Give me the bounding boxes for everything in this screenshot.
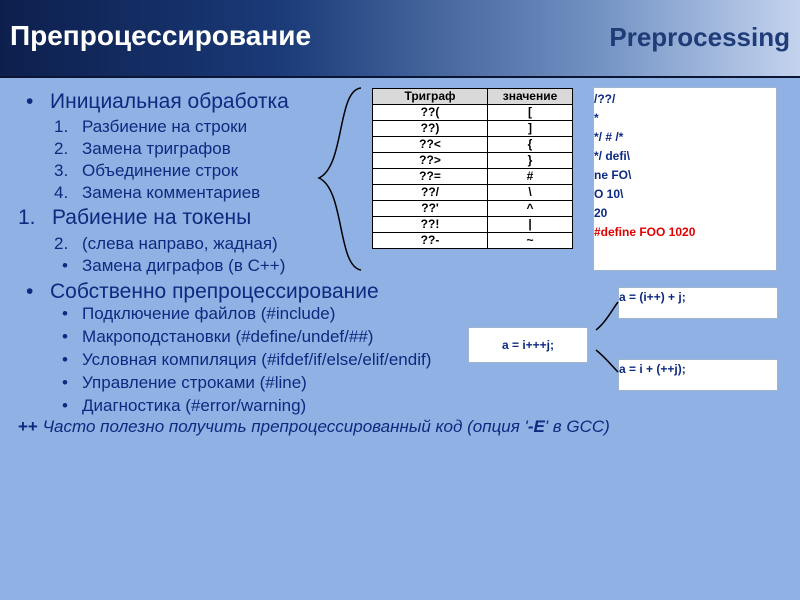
value-cell: # — [488, 169, 573, 185]
list-item-text: Диагностика (#error/warning) — [82, 396, 307, 415]
list-item-text: (слева направо, жадная) — [82, 234, 278, 253]
list-item — [62, 350, 431, 370]
list-item-text: Управление строками (#line) — [82, 373, 307, 392]
table-row — [373, 217, 573, 233]
trigraph-cell: ??- — [373, 233, 488, 249]
value-cell: \ — [488, 185, 573, 201]
value-cell: [ — [488, 105, 573, 121]
list-item-text: Макроподстановки (#define/undef/##) — [82, 327, 374, 346]
list-item — [62, 373, 307, 393]
footnote-option: -E — [527, 417, 545, 436]
list-item-text: Собственно препроцессирование — [50, 280, 379, 303]
list-item — [62, 396, 306, 416]
trigraph-cell: ??< — [373, 137, 488, 153]
list-item — [26, 280, 379, 304]
bullet-marker: • — [62, 327, 68, 346]
footnote-text-end: ' в GCC) — [544, 417, 610, 436]
trigraph-table — [372, 88, 573, 249]
table-row — [373, 153, 573, 169]
code-line: ne FO\ — [594, 168, 632, 182]
slide-title: Препроцессирование — [10, 20, 312, 51]
code-example-box — [593, 87, 777, 271]
bullet-marker: • — [62, 350, 68, 369]
code-result-line: #define FOO 1020 — [594, 225, 696, 239]
value-cell: ~ — [488, 233, 573, 249]
arrow-icon — [596, 350, 618, 372]
value-cell: { — [488, 137, 573, 153]
source-expression-box — [468, 327, 588, 363]
column-header-trigraph: Триграф — [373, 89, 488, 105]
trigraph-cell: ??) — [373, 121, 488, 137]
trigraph-cell: ??' — [373, 201, 488, 217]
trigraph-cell: ??> — [373, 153, 488, 169]
list-item — [62, 327, 373, 347]
number-marker: 2. — [54, 139, 69, 158]
list-item — [62, 304, 335, 324]
table-row — [373, 201, 573, 217]
number-marker: 1. — [54, 117, 69, 136]
list-item-text: Разбиение на строки — [82, 117, 248, 136]
footnote-text: Часто полезно получить препроцессированный код (опция ' — [42, 417, 528, 436]
parse-variant-a-text: a = (i++) + j; — [619, 290, 686, 304]
list-item-text: Замена комментариев — [82, 183, 261, 202]
parse-variant-b-box — [618, 359, 778, 391]
code-line: */ # /* — [594, 130, 624, 144]
parse-variant-b-text: a = i + (++j); — [619, 362, 686, 376]
footnote — [18, 417, 610, 437]
list-item — [54, 183, 260, 203]
value-cell: ^ — [488, 201, 573, 217]
bullet-marker: • — [62, 304, 68, 323]
list-item-text: Рабиение на токены — [52, 206, 252, 229]
list-item — [26, 90, 289, 114]
code-line: 20 — [594, 206, 608, 220]
trigraph-cell: ??! — [373, 217, 488, 233]
bullet-marker: • — [62, 373, 68, 392]
column-header-value: значение — [488, 89, 573, 105]
number-marker: 3. — [54, 161, 69, 180]
code-line: O 10\ — [594, 187, 624, 201]
list-item-text: Условная компиляция (#ifdef/if/else/elif/endif) — [82, 350, 432, 369]
table-row — [373, 169, 573, 185]
list-item-text: Подключение файлов (#include) — [82, 304, 336, 323]
table-row — [373, 105, 573, 121]
list-item — [18, 206, 251, 230]
list-item-text: Объединение строк — [82, 161, 239, 180]
source-expression-text: a = i+++j; — [501, 338, 555, 352]
list-item — [62, 256, 285, 276]
list-item — [54, 139, 231, 159]
list-item — [54, 234, 278, 254]
bullet-marker: • — [26, 280, 34, 303]
arrow-icon — [596, 302, 618, 330]
code-line: /??/ — [594, 92, 616, 106]
table-row — [373, 121, 573, 137]
trigraph-cell: ??( — [373, 105, 488, 121]
bullet-marker: • — [62, 256, 68, 275]
number-marker: 2. — [54, 234, 69, 253]
number-marker: 1. — [18, 206, 36, 229]
table-header-row — [373, 89, 573, 105]
table-row — [373, 137, 573, 153]
title-bar — [0, 0, 800, 78]
table-row — [373, 233, 573, 249]
list-item-text: Замена триграфов — [82, 139, 231, 158]
list-item — [54, 161, 238, 181]
footnote-prefix: ++ — [18, 417, 38, 436]
value-cell: } — [488, 153, 573, 169]
slide-subtitle: Preprocessing — [609, 22, 790, 52]
parse-variant-a-box — [618, 287, 778, 319]
list-item-text: Замена диграфов (в C++) — [82, 256, 286, 275]
list-item — [54, 117, 247, 137]
table-row — [373, 185, 573, 201]
curly-brace-icon — [315, 86, 365, 272]
bullet-marker: • — [62, 396, 68, 415]
bullet-marker: • — [26, 90, 34, 113]
value-cell: ] — [488, 121, 573, 137]
code-line: */ defi\ — [594, 149, 631, 163]
code-line: * — [594, 111, 599, 125]
list-item-text: Инициальная обработка — [50, 90, 289, 113]
number-marker: 4. — [54, 183, 69, 202]
trigraph-cell: ??= — [373, 169, 488, 185]
trigraph-cell: ??/ — [373, 185, 488, 201]
value-cell: | — [488, 217, 573, 233]
